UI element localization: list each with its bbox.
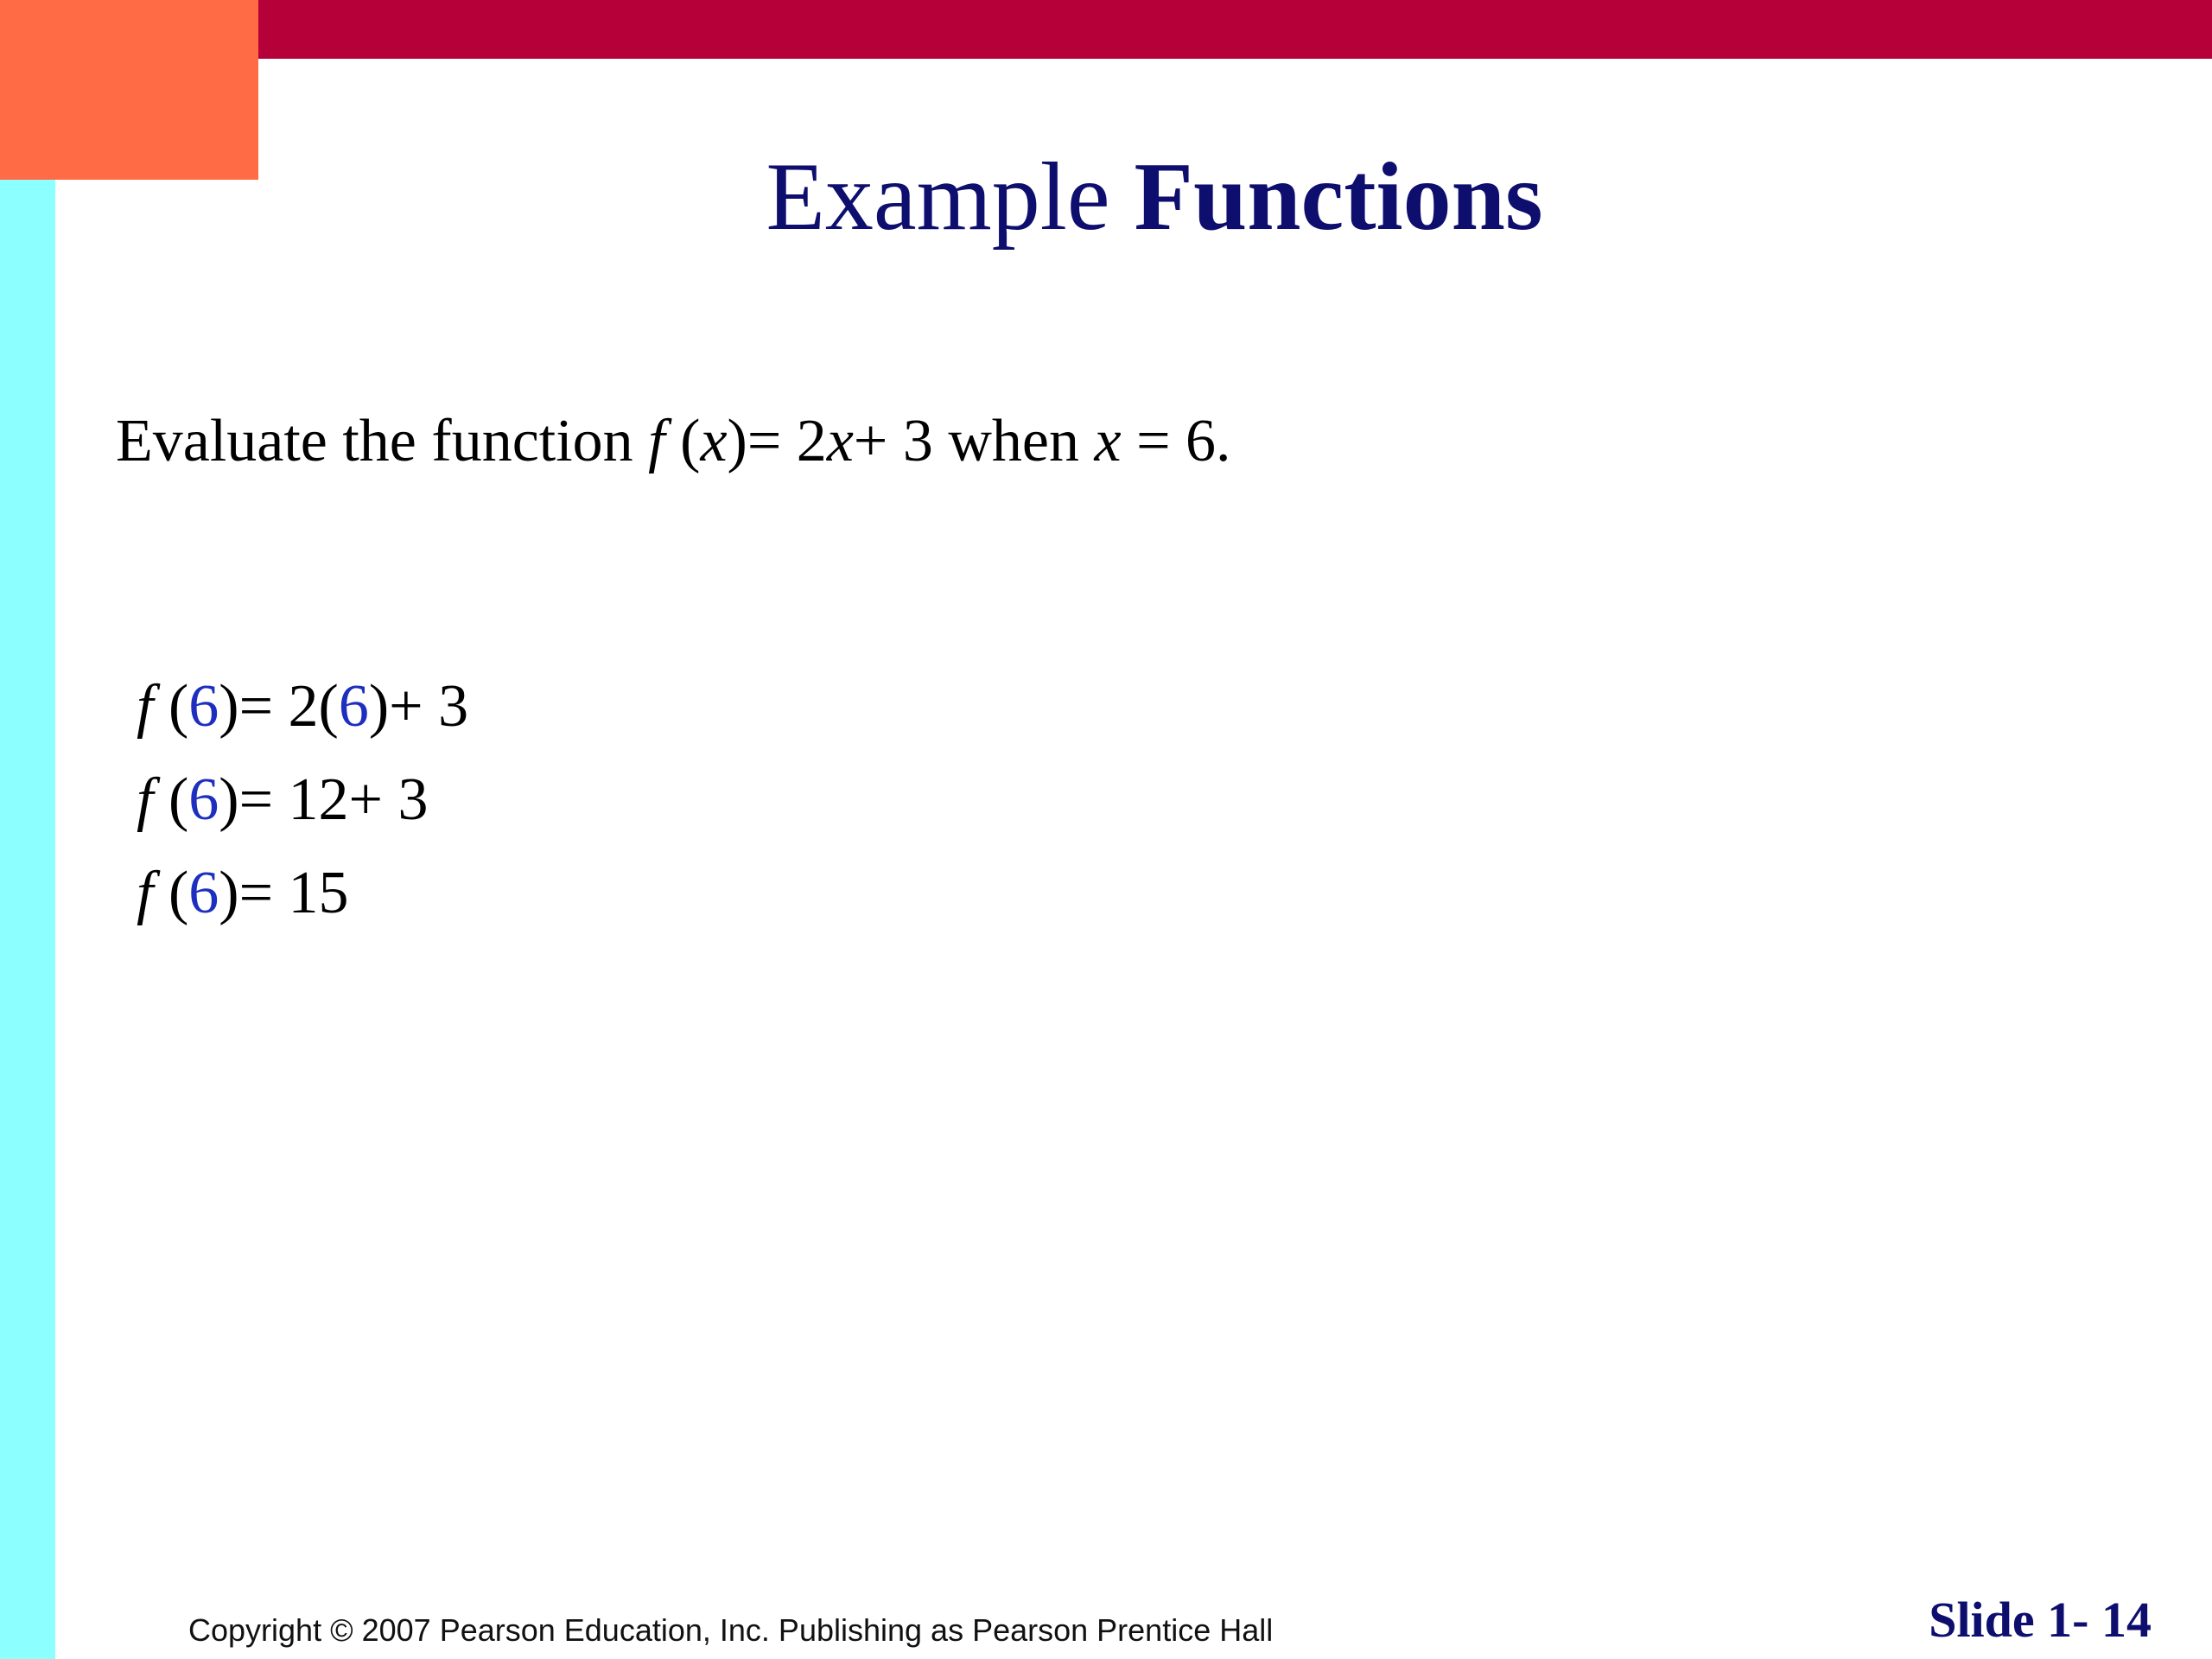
prompt-variable: x: [826, 408, 854, 474]
step-function-symbol: f: [137, 673, 154, 740]
step-substituted-value: 6: [188, 766, 219, 833]
prompt-tail: + 3 when: [853, 408, 1095, 474]
copyright-notice: Copyright © 2007 Pearson Education, Inc. Publishing as Pearson Prentice Hall: [188, 1612, 1274, 1648]
step-text: (: [153, 766, 189, 833]
step-substituted-value: 6: [188, 673, 219, 740]
title-regular: Example: [766, 143, 1110, 251]
slide-title: [0, 137, 2212, 257]
step-function-symbol: f: [137, 766, 154, 833]
step-text: )= 15: [219, 860, 349, 926]
prompt-tail: = 6.: [1121, 408, 1231, 474]
step-text: )+ 3: [368, 673, 469, 740]
prompt-variable: x: [700, 408, 728, 474]
problem-statement: [116, 403, 1231, 480]
step-text: )= 2(: [219, 673, 339, 740]
step-text: (: [153, 860, 189, 926]
slide-number: Slide 1- 14: [1929, 1592, 2152, 1648]
step-substituted-value: 6: [188, 860, 219, 926]
solution-step: [137, 660, 468, 753]
side-accent-stripe: [0, 180, 55, 1659]
prompt-mid: )= 2: [727, 408, 827, 474]
prompt-variable: x: [1094, 408, 1122, 474]
solution-steps: [137, 660, 468, 940]
step-text: (: [153, 673, 189, 740]
title-bold: Functions: [1134, 143, 1543, 251]
prompt-lead: Evaluate the function: [116, 408, 649, 474]
step-function-symbol: f: [137, 860, 154, 926]
solution-step: [137, 753, 468, 847]
step-text: )= 12+ 3: [219, 766, 429, 833]
prompt-open: (: [664, 408, 701, 474]
prompt-function-symbol: f: [648, 408, 665, 474]
step-substituted-value: 6: [338, 673, 369, 740]
solution-step: [137, 847, 468, 940]
top-accent-bar: [0, 0, 2212, 59]
